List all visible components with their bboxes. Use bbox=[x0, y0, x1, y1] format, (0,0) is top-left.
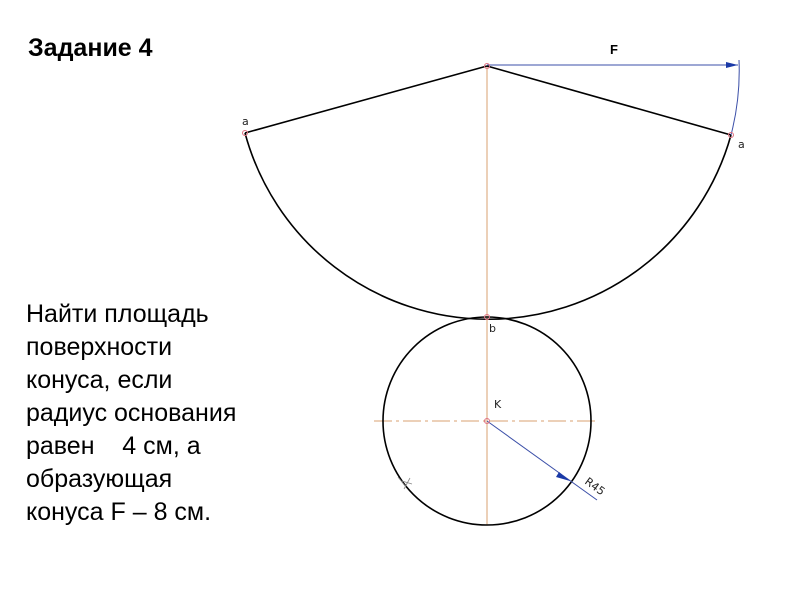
point-b-label: b bbox=[489, 322, 496, 335]
sector-arc bbox=[245, 133, 731, 319]
task-line: конуса F – 8 см. bbox=[26, 498, 212, 526]
task-title: Задание 4 bbox=[28, 34, 153, 62]
task-line: равен 4 см, а bbox=[26, 432, 201, 460]
task-line: радиус основания bbox=[26, 399, 237, 427]
radius-dimension-line bbox=[487, 421, 597, 500]
radius-arrow-icon bbox=[556, 472, 570, 481]
task-line: Найти площадь bbox=[26, 300, 209, 328]
generatrix-label: F bbox=[610, 42, 618, 57]
task-line: образующая bbox=[26, 465, 173, 493]
task-line: конуса, если bbox=[26, 366, 173, 394]
point-a-left-label: a bbox=[242, 115, 249, 128]
dimension-extension-arc bbox=[731, 60, 739, 135]
sector-right-edge bbox=[487, 66, 731, 135]
sector-left-edge bbox=[245, 66, 487, 133]
radius-label: R45 bbox=[582, 474, 608, 499]
task-line: поверхности bbox=[26, 333, 173, 361]
center-label: K bbox=[494, 398, 502, 411]
dimension-arrow-icon bbox=[726, 62, 738, 68]
point-a-right-label: a bbox=[738, 138, 745, 151]
